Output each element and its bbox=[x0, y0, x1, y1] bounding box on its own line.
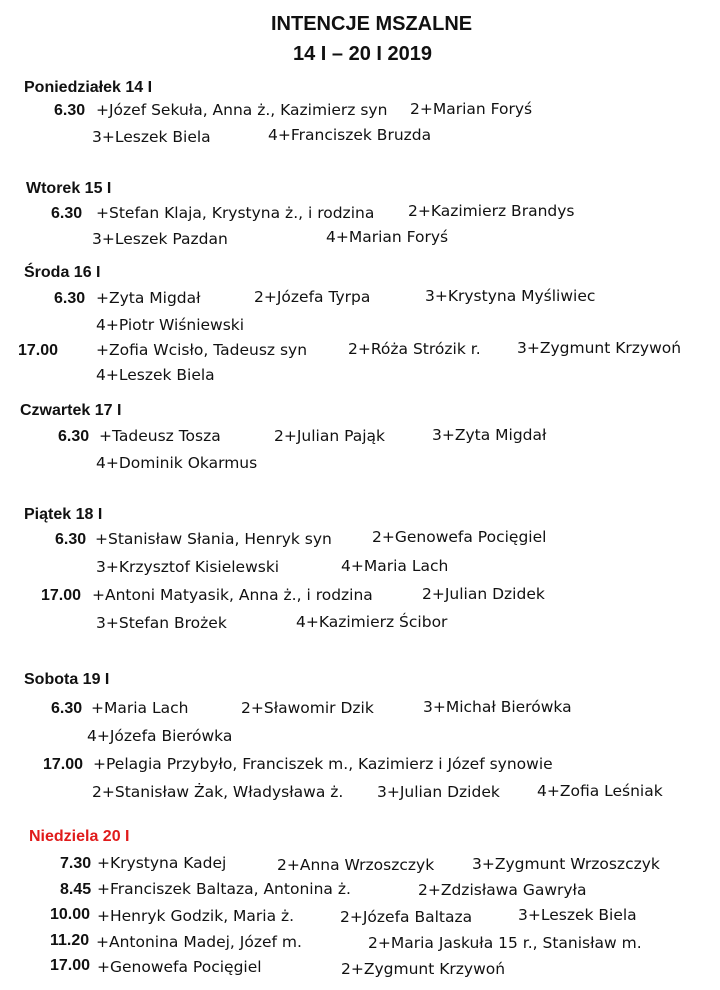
intention: 4+Kazimierz Ścibor bbox=[296, 613, 448, 631]
mass-time: 8.45 bbox=[60, 881, 92, 898]
intention: +Stanisław Słania, Henryk syn bbox=[95, 530, 332, 548]
mass-time: 6.30 bbox=[51, 700, 83, 717]
intention: 2+Genowefa Pocięgiel bbox=[372, 528, 547, 546]
day-heading-tuesday: Wtorek 15 I bbox=[26, 180, 112, 197]
intention: 2+Marian Foryś bbox=[410, 100, 533, 118]
intention: 2+Maria Jaskuła 15 r., Stanisław m. bbox=[368, 934, 642, 952]
mass-time: 6.30 bbox=[54, 290, 86, 307]
intention: 2+Józefa Baltaza bbox=[340, 908, 473, 926]
intention: 4+Franciszek Bruzda bbox=[268, 126, 432, 144]
mass-time: 6.30 bbox=[51, 205, 83, 222]
intention: 2+Zygmunt Krzywoń bbox=[341, 960, 506, 978]
day-heading-friday: Piątek 18 I bbox=[24, 506, 103, 523]
intention: +Józef Sekuła, Anna ż., Kazimierz syn bbox=[96, 101, 388, 119]
mass-time: 11.20 bbox=[50, 932, 90, 949]
day-heading-thursday: Czwartek 17 I bbox=[20, 402, 122, 419]
day-heading-saturday: Sobota 19 I bbox=[24, 671, 110, 688]
intention: 2+Anna Wrzoszczyk bbox=[277, 856, 435, 874]
day-heading-wednesday: Środa 16 I bbox=[24, 264, 101, 281]
intention: +Zyta Migdał bbox=[96, 289, 201, 307]
intention: 2+Sławomir Dzik bbox=[241, 699, 374, 717]
mass-time: 6.30 bbox=[54, 102, 86, 119]
intention: +Krystyna Kadej bbox=[97, 854, 227, 872]
intention: 3+Zygmunt Wrzoszczyk bbox=[472, 855, 660, 873]
intention: 3+Leszek Biela bbox=[92, 128, 211, 146]
mass-time: 17.00 bbox=[18, 342, 59, 359]
intention: 3+Michał Bierówka bbox=[423, 698, 572, 716]
day-heading-sunday: Niedziela 20 I bbox=[29, 828, 130, 845]
intention: +Stefan Klaja, Krystyna ż., i rodzina bbox=[96, 204, 375, 222]
intention: 4+Dominik Okarmus bbox=[96, 454, 258, 472]
intention: 3+Stefan Brożek bbox=[96, 614, 227, 632]
page-title: INTENCJE MSZALNE bbox=[271, 13, 473, 35]
intention: +Maria Lach bbox=[91, 699, 189, 717]
intention: 3+Krzysztof Kisielewski bbox=[96, 558, 280, 576]
intention: 3+Leszek Pazdan bbox=[92, 230, 228, 248]
intention: 3+Julian Dzidek bbox=[377, 783, 500, 801]
mass-time: 6.30 bbox=[58, 428, 90, 445]
intention: 2+Stanisław Żak, Władysława ż. bbox=[92, 783, 344, 801]
intention: 3+Zyta Migdał bbox=[432, 426, 547, 444]
intention: 4+Maria Lach bbox=[341, 557, 449, 575]
intention: 4+Piotr Wiśniewski bbox=[96, 316, 245, 334]
mass-time: 17.00 bbox=[43, 756, 84, 773]
intention: +Genowefa Pocięgiel bbox=[97, 958, 262, 976]
intention: 2+Zdzisława Gawryła bbox=[418, 881, 587, 899]
intention: 2+Julian Pająk bbox=[274, 427, 386, 445]
intention: +Antonina Madej, Józef m. bbox=[96, 933, 302, 951]
intention: +Henryk Godzik, Maria ż. bbox=[97, 907, 295, 925]
intention: 3+Leszek Biela bbox=[518, 906, 637, 924]
intention: +Zofia Wcisło, Tadeusz syn bbox=[96, 341, 308, 359]
intention: +Franciszek Baltaza, Antonina ż. bbox=[97, 880, 351, 898]
intention: 2+Józefa Tyrpa bbox=[254, 288, 371, 306]
intention: 2+Kazimierz Brandys bbox=[408, 202, 575, 220]
mass-time: 7.30 bbox=[60, 855, 92, 872]
intention: 4+Zofia Leśniak bbox=[537, 782, 663, 800]
intention: +Tadeusz Tosza bbox=[99, 427, 221, 445]
intention: 4+Marian Foryś bbox=[326, 228, 449, 246]
intention: 3+Krystyna Myśliwiec bbox=[425, 287, 596, 305]
intention: 3+Zygmunt Krzywoń bbox=[517, 339, 682, 357]
intention: 2+Róża Strózik r. bbox=[348, 340, 481, 358]
date-range: 14 I – 20 I 2019 bbox=[293, 43, 433, 65]
mass-time: 17.00 bbox=[50, 957, 91, 974]
intention: +Antoni Matyasik, Anna ż., i rodzina bbox=[92, 586, 373, 604]
day-heading-monday: Poniedziałek 14 I bbox=[24, 79, 153, 96]
mass-time: 17.00 bbox=[41, 587, 82, 604]
mass-time: 6.30 bbox=[55, 531, 87, 548]
intention: +Pelagia Przybyło, Franciszek m., Kazimierz i Józef synowie bbox=[93, 755, 553, 773]
intention: 4+Leszek Biela bbox=[96, 366, 215, 384]
intention: 2+Julian Dzidek bbox=[422, 585, 545, 603]
intention: 4+Józefa Bierówka bbox=[87, 727, 233, 745]
mass-time: 10.00 bbox=[50, 906, 91, 923]
